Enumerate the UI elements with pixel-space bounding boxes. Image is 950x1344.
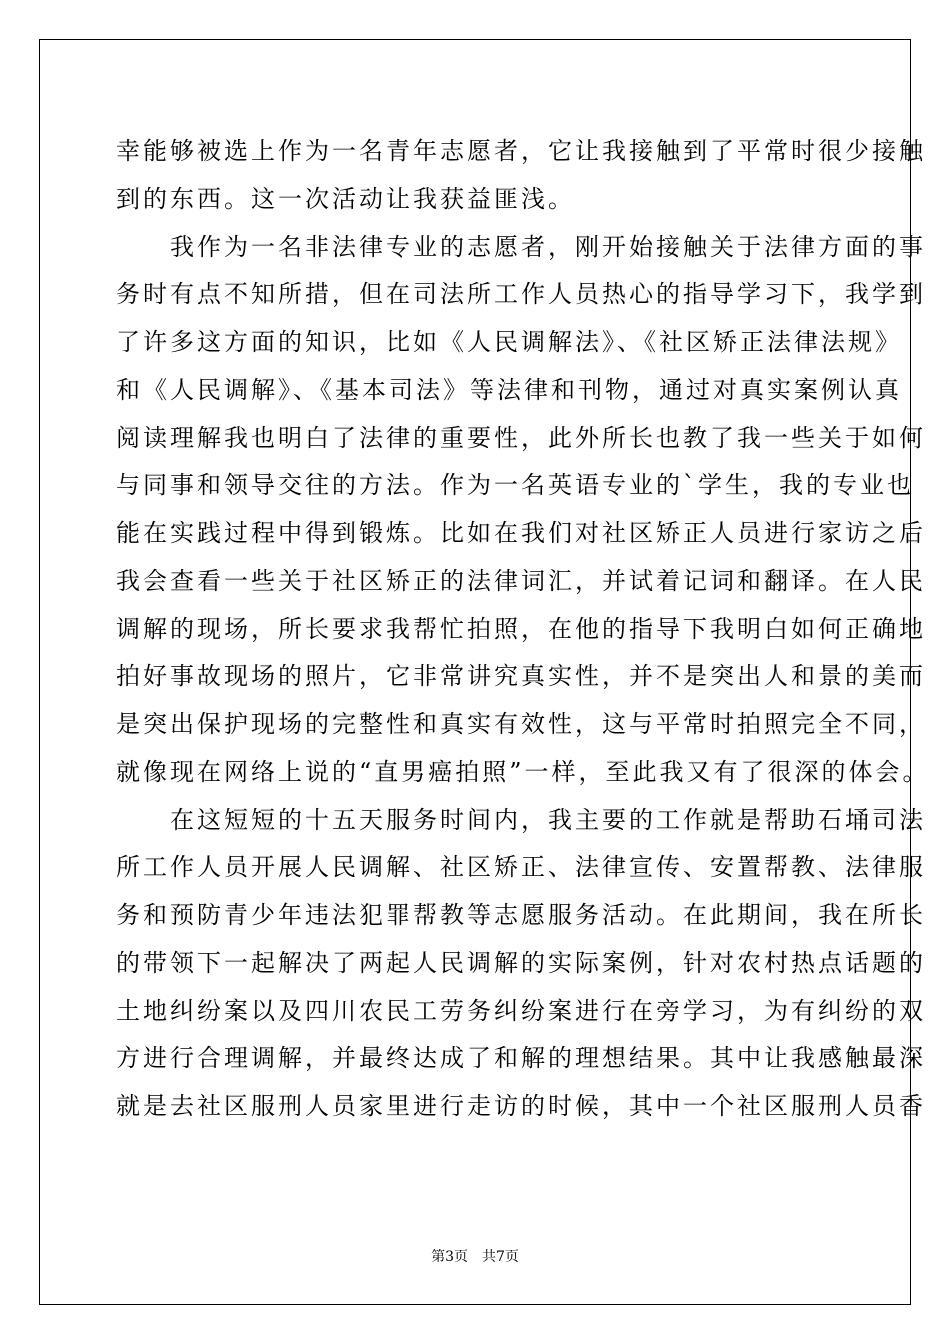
text-line-9: 能在实践过程中得到锻炼。比如在我们对社区矫正人员进行家访之后 — [116, 519, 926, 547]
text-line-16: 所工作人员开展人民调解、社区矫正、法律宣传、安置帮教、法律服 — [116, 853, 926, 881]
text-line-15: 在这短短的十五天服务时间内，我主要的工作就是帮助石埇司法 — [116, 806, 926, 834]
text-line-17: 务和预防青少年违法犯罪帮教等志愿服务活动。在此期间，我在所长 — [116, 901, 926, 929]
text-line-20: 方进行合理调解，并最终达成了和解的理想结果。其中让我感触最深 — [116, 1044, 926, 1072]
text-line-5: 了许多这方面的知识，比如《人民调解法》、《社区矫正法律法规》 — [116, 328, 902, 356]
text-line-2: 到的东西。这一次活动让我获益匪浅。 — [116, 185, 575, 213]
text-line-4: 务时有点不知所措，但在司法所工作人员热心的指导学习下，我学到 — [116, 280, 926, 308]
page-number-footer: 第3页 共7页 — [431, 1249, 519, 1265]
text-line-8: 与同事和领导交往的方法。作为一名英语专业的`学生，我的专业也 — [116, 471, 914, 499]
text-line-6: 和《人民调解》、《基本司法》等法律和刊物，通过对真实案例认真 — [116, 376, 902, 404]
text-line-1: 幸能够被选上作为一名青年志愿者，它让我接触到了平常时很少接触 — [116, 137, 926, 165]
text-line-7: 阅读理解我也明白了法律的重要性，此外所长也教了我一些关于如何 — [116, 424, 926, 452]
text-line-11: 调解的现场，所长要求我帮忙拍照，在他的指导下我明白如何正确地 — [116, 615, 926, 643]
text-line-18: 的带领下一起解决了两起人民调解的实际案例，针对农村热点话题的 — [116, 949, 926, 977]
text-line-3: 我作为一名非法律专业的志愿者，刚开始接触关于法律方面的事 — [116, 233, 926, 261]
text-line-19: 土地纠纷案以及四川农民工劳务纠纷案进行在旁学习，为有纠纷的双 — [116, 997, 926, 1025]
text-line-13: 是突出保护现场的完整性和真实有效性，这与平常时拍照完全不同， — [116, 710, 926, 738]
text-line-12: 拍好事故现场的照片，它非常讲究真实性，并不是突出人和景的美而 — [116, 662, 926, 690]
text-line-14: 就像现在网络上说的“直男癌拍照”一样，至此我又有了很深的体会。 — [116, 758, 930, 786]
text-line-10: 我会查看一些关于社区矫正的法律词汇，并试着记词和翻译。在人民 — [116, 567, 926, 595]
text-line-21: 就是去社区服刑人员家里进行走访的时候，其中一个社区服刑人员香 — [116, 1092, 926, 1120]
